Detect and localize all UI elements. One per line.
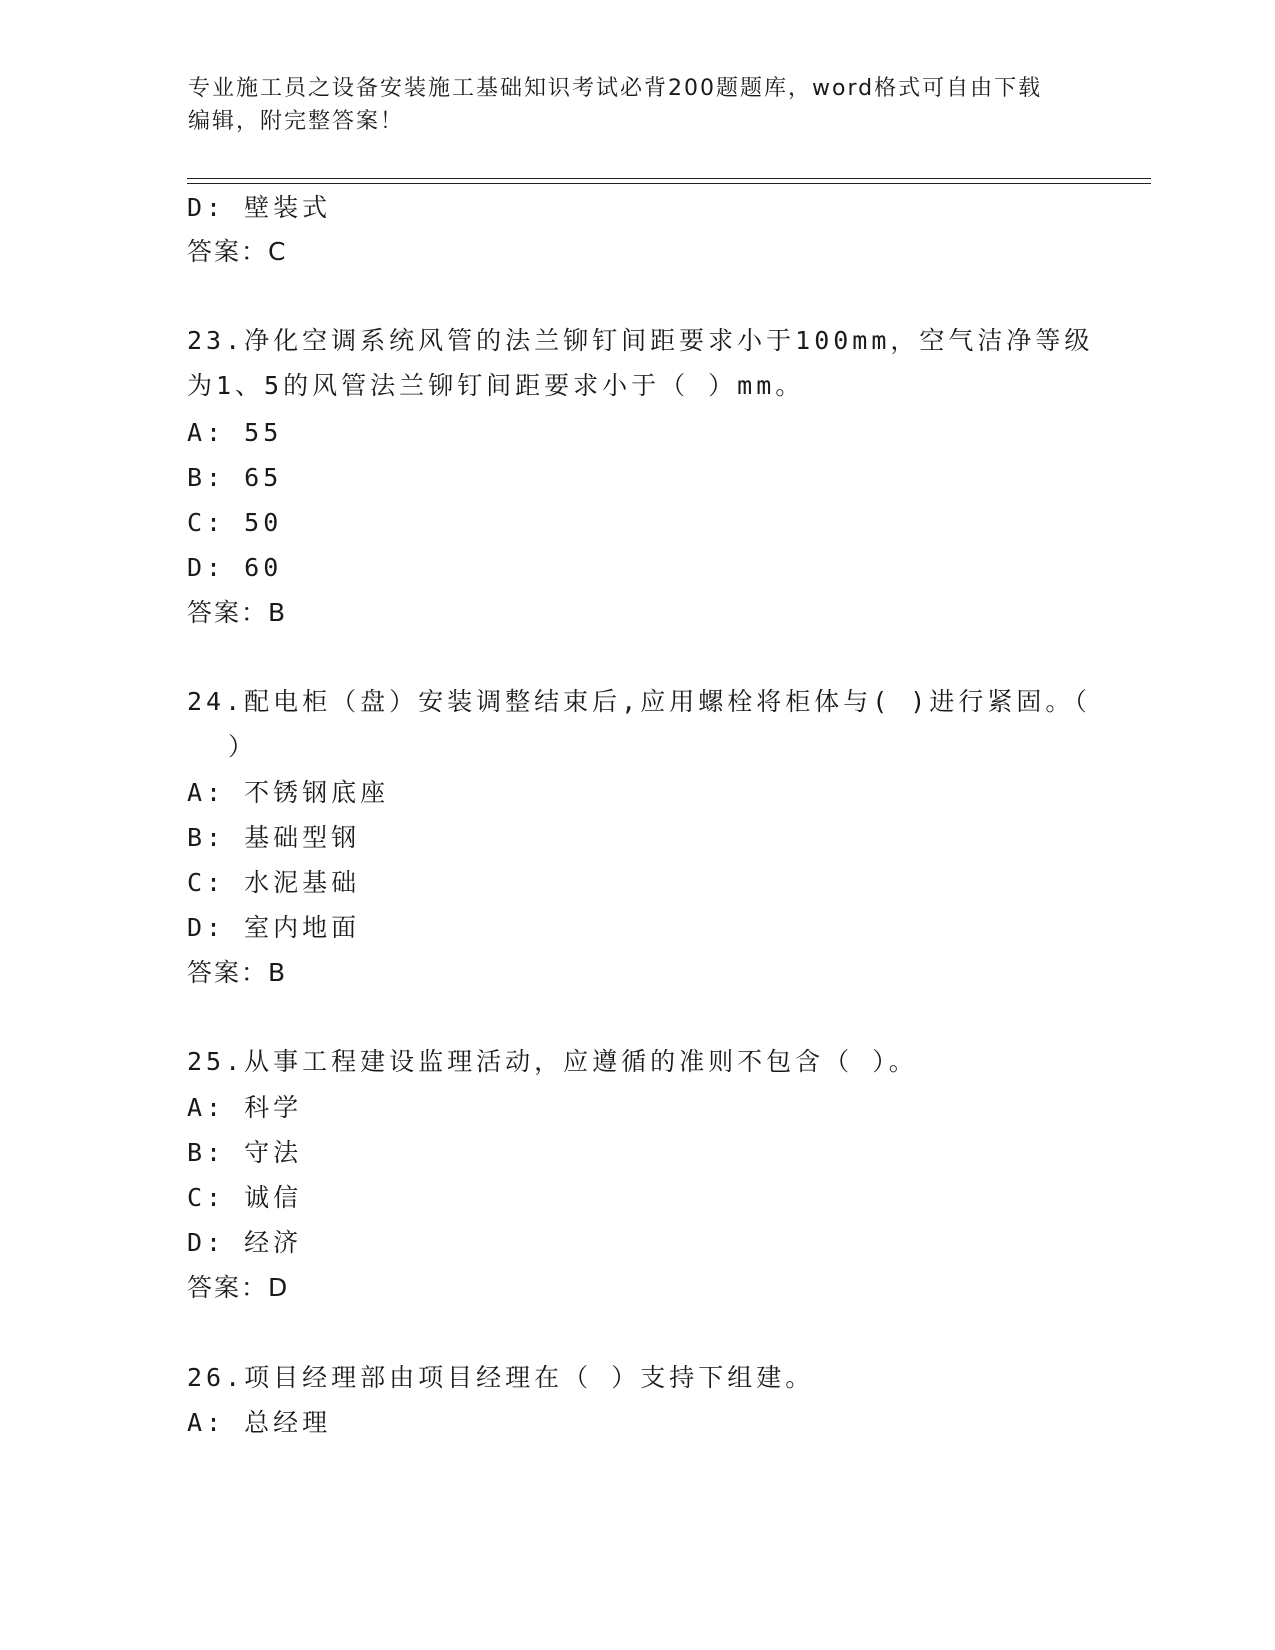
q24-option-a: A: 不锈钢底座 xyxy=(187,778,390,807)
q26-stem-line1: 26.项目经理部由项目经理在（ ）支持下组建。 xyxy=(187,1363,815,1392)
q23-stem-line1: 23.净化空调系统风管的法兰铆钉间距要求小于100mm，空气洁净等级 xyxy=(187,326,1094,355)
header-divider-top xyxy=(187,178,1151,179)
q22-answer: 答案：C xyxy=(187,237,288,266)
q25-answer: 答案：D xyxy=(187,1273,290,1302)
q23-option-c: C: 50 xyxy=(187,508,283,537)
q25-stem-line1: 25.从事工程建设监理活动，应遵循的准则不包含（ ）。 xyxy=(187,1047,918,1076)
q25-option-b: B: 守法 xyxy=(187,1138,303,1167)
q24-answer: 答案：B xyxy=(187,958,288,987)
q25-option-a: A: 科学 xyxy=(187,1093,303,1122)
q24-option-c: C: 水泥基础 xyxy=(187,868,361,897)
q23-option-b: B: 65 xyxy=(187,463,283,492)
q23-option-d: D: 60 xyxy=(187,553,283,582)
q23-option-a: A: 55 xyxy=(187,418,283,447)
q25-option-d: D: 经济 xyxy=(187,1228,303,1257)
document-header xyxy=(188,72,1088,138)
header-divider-bottom xyxy=(187,183,1151,184)
q26-option-a: A: 总经理 xyxy=(187,1408,332,1437)
q24-stem-line2: ） xyxy=(228,732,258,761)
header-title-line1: 专业施工员之设备安装施工基础知识考试必背200题题库，word格式可自由下载 xyxy=(188,76,1043,101)
q23-stem-line2: 为1、5的风管法兰铆钉间距要求小于（ ）mm。 xyxy=(187,371,805,400)
q23-answer: 答案：B xyxy=(187,598,288,627)
q24-option-b: B: 基础型钢 xyxy=(187,823,361,852)
header-title-line2: 编辑，附完整答案！ xyxy=(188,109,405,134)
q25-option-c: C: 诚信 xyxy=(187,1183,303,1212)
q22-option-d: D: 壁装式 xyxy=(187,193,332,222)
q24-option-d: D: 室内地面 xyxy=(187,913,361,942)
q24-stem-line1: 24.配电柜（盘）安装调整结束后,应用螺栓将柜体与( )进行紧固。（ xyxy=(187,687,1091,716)
